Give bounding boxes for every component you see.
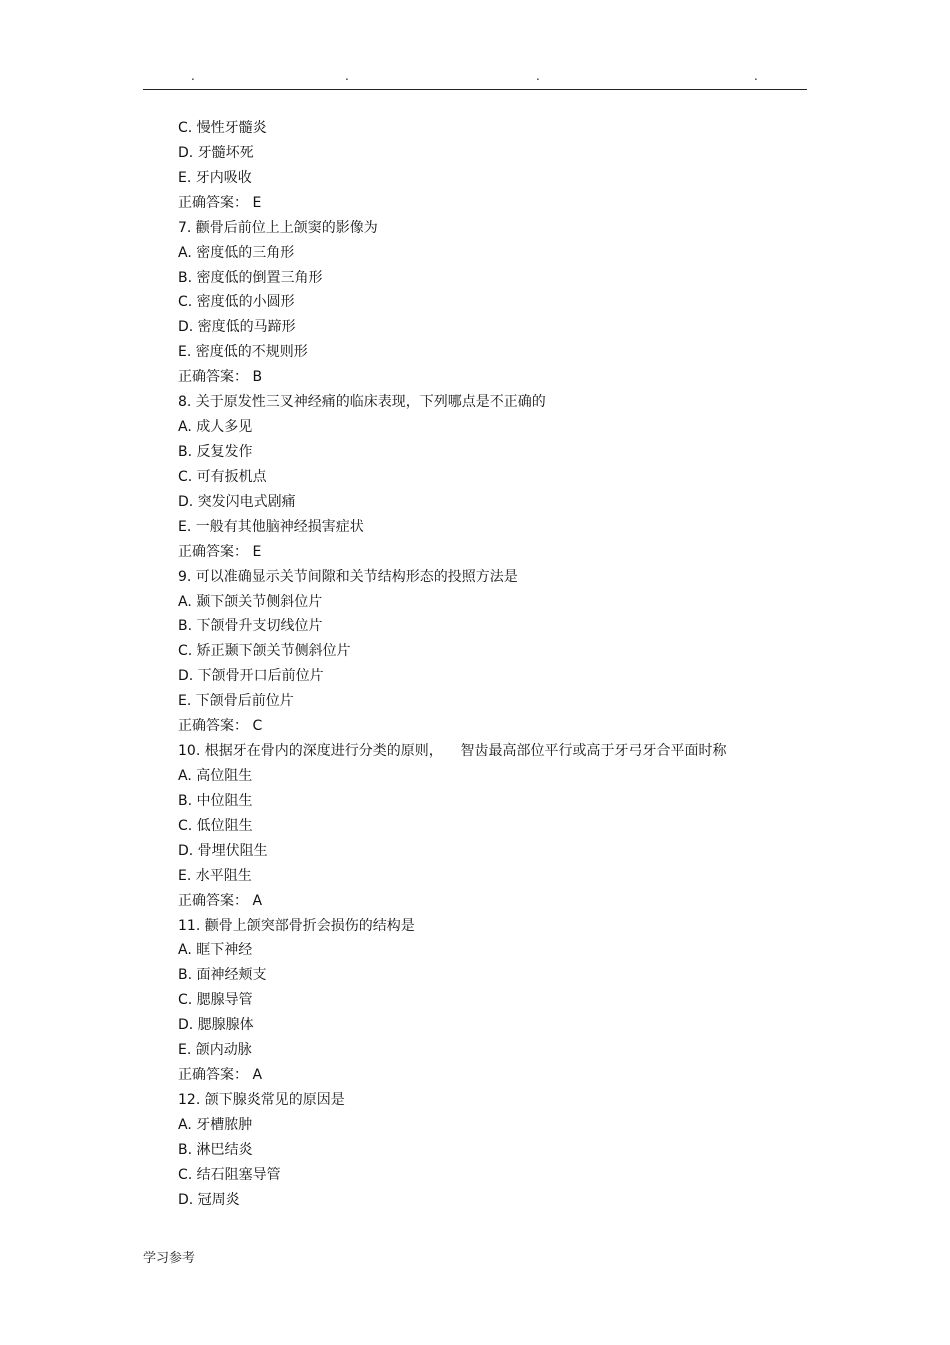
text-line: A. 牙槽脓肿 (178, 1116, 253, 1133)
text-line: 7. 颧骨后前位上上颌窦的影像为 (178, 219, 378, 236)
text-line: A. 眶下神经 (178, 942, 253, 959)
header-dot: . (191, 69, 195, 83)
text-line: E. 密度低的不规则形 (178, 344, 308, 361)
text-line: B. 密度低的倒置三角形 (178, 269, 323, 286)
text-line: 10. 根据牙在骨内的深度进行分类的原则， 智齿最高部位平行或高于牙弓牙合平面时称 (178, 743, 727, 760)
text-line: D. 下颌骨开口后前位片 (178, 668, 324, 685)
text-line: C. 结石阻塞导管 (178, 1166, 281, 1183)
text-line: 正确答案： A (178, 892, 263, 909)
header-dot: . (754, 69, 758, 83)
text-line: D. 腮腺腺体 (178, 1017, 254, 1034)
header-dot: . (345, 69, 349, 83)
page-header-dots (143, 70, 807, 90)
text-line: D. 牙髓坏死 (178, 144, 254, 161)
text-line: E. 下颌骨后前位片 (178, 693, 294, 710)
text-line: 正确答案： B (178, 369, 263, 386)
text-line: C. 腮腺导管 (178, 992, 253, 1009)
text-line: 正确答案： A (178, 1067, 263, 1084)
text-line: E. 颌内动脉 (178, 1042, 252, 1059)
text-line: C. 低位阻生 (178, 817, 253, 834)
page-footer: 学习参考 (143, 1251, 196, 1266)
text-line: C. 密度低的小圆形 (178, 294, 295, 311)
text-line: B. 反复发作 (178, 443, 253, 460)
text-line: D. 骨埋伏阻生 (178, 842, 268, 859)
text-line: 9. 可以准确显示关节间隙和关节结构形态的投照方法是 (178, 568, 518, 585)
text-line: E. 牙内吸收 (178, 169, 252, 186)
text-line: B. 淋巴结炎 (178, 1141, 253, 1158)
text-line: E. 一般有其他脑神经损害症状 (178, 518, 364, 535)
text-line: 11. 颧骨上颌突部骨折会损伤的结构是 (178, 917, 415, 934)
text-line: 正确答案： C (178, 718, 263, 735)
text-line: D. 密度低的马蹄形 (178, 319, 296, 336)
text-line: E. 水平阻生 (178, 867, 252, 884)
text-line: B. 下颌骨升支切线位片 (178, 618, 323, 635)
text-line: 8. 关于原发性三叉神经痛的临床表现，下列哪点是不正确的 (178, 394, 546, 411)
text-line: A. 密度低的三角形 (178, 244, 295, 261)
text-line: A. 成人多见 (178, 419, 253, 436)
text-line: 正确答案： E (178, 543, 262, 560)
document-body (178, 116, 818, 1213)
text-line: A. 高位阻生 (178, 767, 253, 784)
text-line: 正确答案： E (178, 194, 262, 211)
text-line: B. 中位阻生 (178, 792, 253, 809)
text-line: A. 颞下颌关节侧斜位片 (178, 593, 323, 610)
text-line: D. 冠周炎 (178, 1191, 240, 1208)
header-dot: . (536, 69, 540, 83)
text-line: B. 面神经颊支 (178, 967, 267, 984)
text-line: C. 可有扳机点 (178, 468, 267, 485)
text-line: C. 矫正颞下颌关节侧斜位片 (178, 643, 351, 660)
text-line: C. 慢性牙髓炎 (178, 120, 267, 136)
text-line: 12. 颌下腺炎常见的原因是 (178, 1091, 345, 1108)
text-line: D. 突发闪电式剧痛 (178, 493, 296, 510)
header-rule (143, 89, 807, 90)
